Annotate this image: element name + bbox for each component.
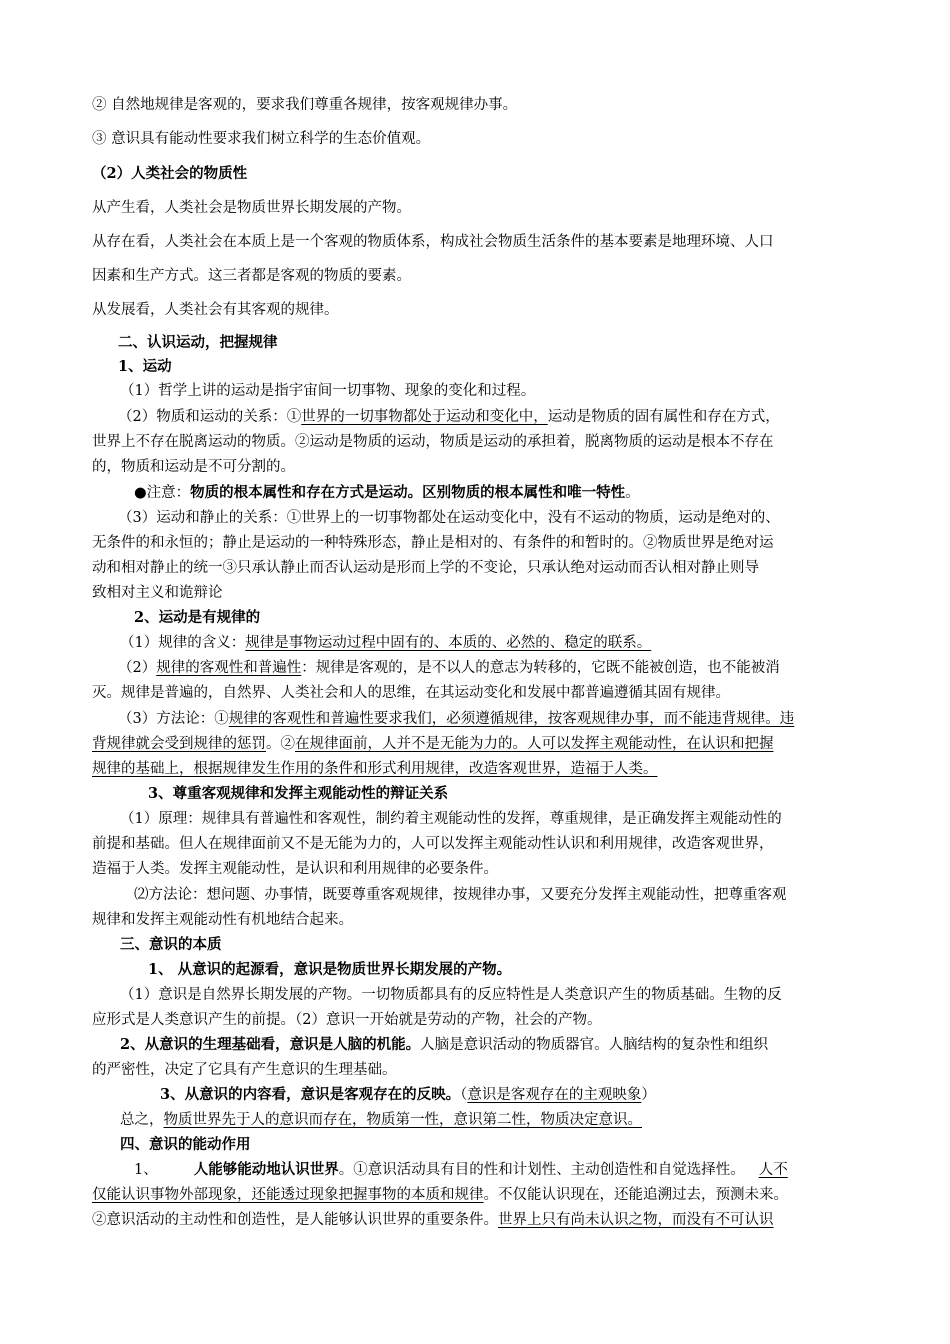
text-line: 世界上不存在脱离运动的物质。②运动是物质的运动，物质是运动的承担着，脱离物质的运动是根本不存在 [92, 434, 774, 450]
text-line: ② 自然地规律是客观的，要求我们尊重各规律，按客观规律办事。 [92, 97, 518, 113]
section-heading: 四、意识的能动作用 [120, 1136, 251, 1153]
text-span: （2） [118, 660, 157, 676]
text-line [118, 658, 888, 678]
text-line: 无条件的和永恒的；静止是运动的一种特殊形态，静止是相对的、有条件的和暂时的。②物质世界是绝对运 [92, 535, 774, 551]
section-heading: 二、认识运动，把握规律 [118, 334, 278, 351]
section-heading: 三、意识的本质 [120, 936, 222, 953]
text-line: （1）哲学上讲的运动是指宇宙间一切事物、现象的变化和过程。 [120, 383, 536, 399]
text-line [118, 709, 888, 729]
underlined-text: 人不 [758, 1162, 788, 1178]
underlined-text: 在规律面前，人并不是无能为力的。人可以发挥主观能动性，在认识和把握 [295, 736, 774, 752]
section-heading: （2）人类社会的物质性 [92, 165, 248, 182]
text-line [92, 1210, 862, 1230]
text-span: ②意识活动的主动性和创造性，是人能够认识世界的重要条件。 [92, 1212, 498, 1228]
underlined-text: 背规律就会受到规律的惩罚 [92, 736, 266, 752]
text-line: 灭。规律是普遍的，自然界、人类社会和人的思维，在其运动变化和发展中都普遍遵循其固有规律。 [92, 685, 730, 701]
text-span: 运动是物质的固有属性和存在方式， [547, 409, 780, 425]
underlined-text: 世界的一切事物都处于运动和变化中， [301, 409, 548, 425]
bold-text: 3、从意识的内容看，意识是客观存在的反映。 [160, 1086, 461, 1103]
text-span: ：规律是客观的，是不以人的意志为转移的，它既不能被创造，也不能被消 [301, 660, 780, 676]
underlined-text: 物质世界先于人的意识而存在，物质第一性，意识第二性，物质决定意识。 [163, 1112, 642, 1128]
list-number: 1、 [134, 1162, 158, 1178]
subsection-heading: 1、运动 [118, 358, 172, 375]
underlined-text: 规律的基础上，根据规律发生作用的条件和形式利用规律，改造客观世界，造福于人类。 [92, 761, 658, 777]
text-span: ） [641, 1087, 656, 1103]
subsection-heading: 2、运动是有规律的 [134, 609, 261, 626]
text-line: 造福于人类。发挥主观能动性，是认识和利用规律的必要条件。 [92, 861, 498, 877]
bold-text: 人能够能动地认识世界 [193, 1161, 339, 1178]
underlined-text: 仅能认识事物外部现象，还能透过现象把握事物的本质和规律 [92, 1187, 484, 1203]
text-span: 。不仅能认识现在，还能追溯过去，预测未来。 [483, 1187, 788, 1203]
text-span: 。② [266, 736, 295, 752]
underlined-text: 规律的客观性和普遍性要求我们，必须遵循规律，按客观规律办事，而不能违背规律。违 [228, 711, 795, 727]
text-span: （ [460, 1087, 468, 1103]
text-line: ③ 意识具有能动性要求我们树立科学的生态价值观。 [92, 131, 431, 147]
text-line [120, 633, 890, 653]
text-line: 的严密性，决定了它具有产生意识的生理基础。 [92, 1062, 397, 1078]
text-line: 的，物质和运动是不可分割的。 [92, 459, 295, 475]
text-span: （2）物质和运动的关系：① [118, 409, 302, 425]
text-line: 从发展看，人类社会有其客观的规律。 [92, 302, 339, 318]
text-line: 应形式是人类意识产生的前提。（2）意识一开始就是劳动的产物，社会的产物。 [92, 1012, 602, 1028]
underlined-text: 规律是事物运动过程中固有的、本质的、必然的、稳定的联系。 [245, 635, 652, 651]
text-line: 致相对主义和诡辩论 [92, 585, 223, 601]
subsection-heading: 1、 从意识的起源看，意识是物质世界长期发展的产物。 [148, 961, 512, 978]
note-line [134, 483, 904, 503]
text-line: ⑵方法论：想问题、办事情，既要尊重客观规律，按规律办事，又要充分发挥主观能动性，把尊重客观 [134, 887, 787, 903]
text-line: 前提和基础。但人在规律面前又不是无能为力的，人可以发挥主观能动性认识和利用规律，改造客观世界， [92, 836, 774, 852]
text-line: 从存在看，人类社会在本质上是一个客观的物质体系，构成社会物质生活条件的基本要素是地理环境、人口 [92, 234, 774, 250]
text-line: （3）运动和静止的关系：①世界上的一切事物都处在运动变化中，没有不运动的物质，运动是绝对的、 [118, 510, 780, 526]
text-line [92, 1185, 862, 1205]
text-line: 从产生看，人类社会是物质世界长期发展的产物。 [92, 200, 411, 216]
text-line: 因素和生产方式。这三者都是客观的物质的要素。 [92, 268, 411, 284]
text-line [120, 1035, 890, 1055]
text-line [134, 1160, 904, 1180]
text-span: （1）规律的含义： [120, 635, 246, 651]
bold-text: 2、从意识的生理基础看，意识是人脑的机能。 [120, 1036, 421, 1053]
text-line [160, 1085, 930, 1105]
text-span: 人脑是意识活动的物质器官。人脑结构的复杂性和组织 [420, 1037, 769, 1053]
text-line [120, 1110, 890, 1130]
text-line: （1）原理：规律具有普遍性和客观性，制约着主观能动性的发挥，尊重规律，是正确发挥主观能动性的 [120, 811, 782, 827]
bold-text: 物质的根本属性和存在方式是运动。区别物质的根本属性和唯一特性 [190, 484, 626, 501]
text-span: （3）方法论：① [118, 711, 229, 727]
text-line: 规律和发挥主观能动性有机地结合起来。 [92, 912, 353, 928]
text-span: 。 [625, 485, 640, 501]
text-line: 动和相对静止的统一③只承认静止而否认运动是形而上学的不变论，只承认绝对运动而否认相对静止则导 [92, 560, 759, 576]
text-span: 总之， [120, 1112, 164, 1128]
underlined-text: 世界上只有尚未认识之物，而没有不可认识 [498, 1212, 774, 1228]
underlined-text: 意识是客观存在的主观映象 [467, 1087, 642, 1103]
text-line [92, 734, 862, 754]
text-line [118, 407, 888, 427]
text-line: （1）意识是自然界长期发展的产物。一切物质都具有的反应特性是人类意识产生的物质基础。生物的反 [120, 987, 782, 1003]
text-span: 。①意识活动具有目的性和计划性、主动创造性和自觉选择性。 [338, 1162, 745, 1178]
note-label: ●注意： [134, 485, 191, 501]
underlined-text: 规律的客观性和普遍性 [156, 660, 302, 676]
subsection-heading: 3、尊重客观规律和发挥主观能动性的辩证关系 [148, 785, 449, 802]
